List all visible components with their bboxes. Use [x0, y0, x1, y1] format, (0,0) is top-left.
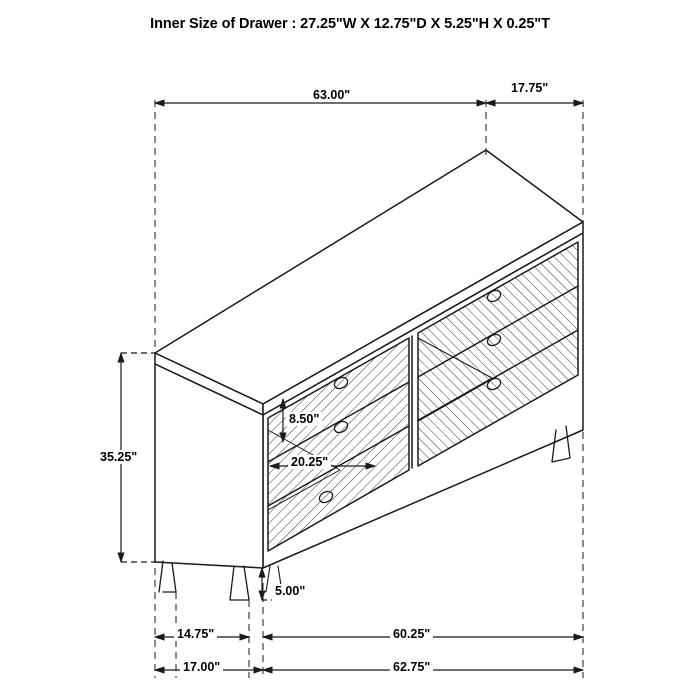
dim-drawer-height: 8.50"	[286, 412, 322, 426]
dim-top-width: 63.00"	[310, 88, 353, 102]
dim-total-height: 35.25"	[97, 450, 140, 464]
dim-front-lower: 60.25"	[390, 627, 433, 641]
dim-drawer-width: 20.25"	[288, 455, 331, 469]
dim-leg-height: 5.00"	[272, 584, 308, 598]
dim-side-lower: 14.75"	[174, 627, 217, 641]
dim-top-depth: 17.75"	[508, 81, 551, 95]
dresser-body	[155, 150, 583, 600]
dim-front-bottom: 62.75"	[390, 660, 433, 674]
page-title: Inner Size of Drawer : 27.25"W X 12.75"D X 5.25"H X 0.25"T	[150, 16, 550, 32]
dim-side-bottom: 17.00"	[180, 660, 223, 674]
